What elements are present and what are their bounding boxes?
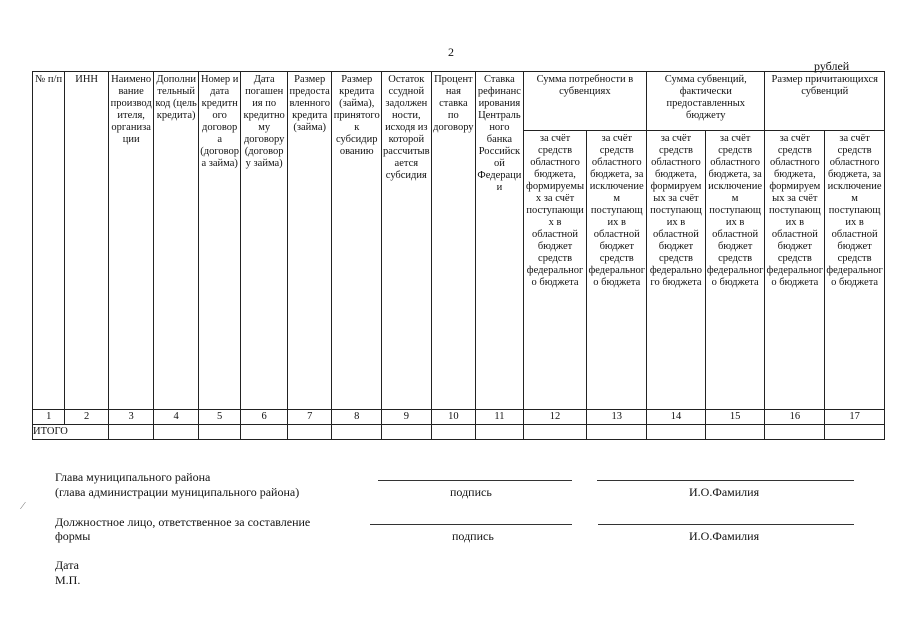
group-header: Размер причитающихся субвенций: [765, 72, 885, 131]
seal-label: М.П.: [55, 573, 81, 587]
subcolumn-header: за счёт средств областного бюджета, за исключением поступающих в областной бюджет средств федерального бюджета: [587, 131, 647, 410]
total-cell: [523, 425, 587, 440]
total-cell: [476, 425, 524, 440]
column-header: ИНН: [65, 72, 109, 410]
column-header: № п/п: [33, 72, 65, 410]
official-signature-line: [370, 524, 572, 525]
column-header: Дата погашения по кредитному договору (договору займа): [241, 72, 288, 410]
head-title-line2: (глава администрации муниципального района): [55, 485, 300, 499]
column-number-row: [33, 410, 885, 425]
column-number: 10: [431, 410, 476, 425]
total-cell: [332, 425, 382, 440]
total-cell: [287, 425, 332, 440]
subcolumn-header: за счёт средств областного бюджета, формируемых за счёт поступающих в областной бюджет средств федерального бюджета: [647, 131, 706, 410]
column-header: Остаток ссудной задолженности, исходя из которой рассчитывается субсидия: [382, 72, 432, 410]
total-cell: [431, 425, 476, 440]
header-row: [33, 72, 885, 131]
total-cell: [825, 425, 885, 440]
column-header: Ставка рефинансирования Центрального банка Российской Федерации: [476, 72, 524, 410]
column-number: 8: [332, 410, 382, 425]
total-cell: [647, 425, 706, 440]
head-name-line: [597, 480, 854, 481]
column-header: Дополнительный код (цель кредита): [154, 72, 199, 410]
total-cell: [705, 425, 765, 440]
currency-note: рублей: [814, 59, 850, 73]
total-cell: [108, 425, 154, 440]
total-cell: [765, 425, 825, 440]
column-number: 9: [382, 410, 432, 425]
total-cell: [154, 425, 199, 440]
column-number: 3: [108, 410, 154, 425]
column-number: 2: [65, 410, 109, 425]
total-cell: [587, 425, 647, 440]
official-name-line: [598, 524, 854, 525]
margin-mark: ⁄: [22, 500, 24, 512]
column-number: 14: [647, 410, 706, 425]
column-header: Размер кредита (займа), принятого к субсидированию: [332, 72, 382, 410]
subcolumn-header: за счёт средств областного бюджета, за исключением поступающих в областной бюджет средств федерального бюджета: [705, 131, 765, 410]
column-number: 7: [287, 410, 332, 425]
head-name-caption: И.О.Фамилия: [689, 485, 760, 499]
column-number: 4: [154, 410, 199, 425]
column-header: Наименование производителя, организации: [108, 72, 154, 410]
head-title-line1: Глава муниципального района: [55, 470, 211, 484]
column-number: 13: [587, 410, 647, 425]
column-number: 12: [523, 410, 587, 425]
subcolumn-header: за счёт средств областного бюджета, формируемых за счёт поступающих в областной бюджет средств федерального бюджета: [765, 131, 825, 410]
column-number: 17: [825, 410, 885, 425]
official-signature-caption: подпись: [452, 529, 494, 543]
total-row: [33, 425, 885, 440]
subcolumn-header: за счёт средств областного бюджета, за исключением поступающих в областной бюджет средств федерального бюджета: [825, 131, 885, 410]
subsidy-table: [32, 71, 885, 440]
column-number: 5: [198, 410, 240, 425]
column-number: 6: [241, 410, 288, 425]
official-title-line1: Должностное лицо, ответственное за составление: [55, 515, 311, 529]
column-header: Размер предоставленного кредита (займа): [287, 72, 332, 410]
total-cell: [382, 425, 432, 440]
group-header: Сумма субвенций, фактически предоставленных бюджету: [647, 72, 765, 131]
group-header: Сумма потребности в субвенциях: [523, 72, 646, 131]
column-number: 15: [705, 410, 765, 425]
total-cell: [241, 425, 288, 440]
head-signature-caption: подпись: [450, 485, 492, 499]
page-number: 2: [448, 45, 454, 59]
column-number: 11: [476, 410, 524, 425]
column-header: Номер и дата кредитного договора (договора займа): [198, 72, 240, 410]
column-number: 1: [33, 410, 65, 425]
subcolumn-header: за счёт средств областного бюджета, формируемых за счёт поступающих в областной бюджет средств федерального бюджета: [523, 131, 587, 410]
date-label: Дата: [55, 558, 79, 572]
official-title-line2: формы: [55, 529, 91, 543]
column-header: Процентная ставка по договору: [431, 72, 476, 410]
head-signature-line: [378, 480, 572, 481]
total-label: ИТОГО: [33, 425, 109, 440]
total-cell: [198, 425, 240, 440]
official-name-caption: И.О.Фамилия: [689, 529, 760, 543]
column-number: 16: [765, 410, 825, 425]
